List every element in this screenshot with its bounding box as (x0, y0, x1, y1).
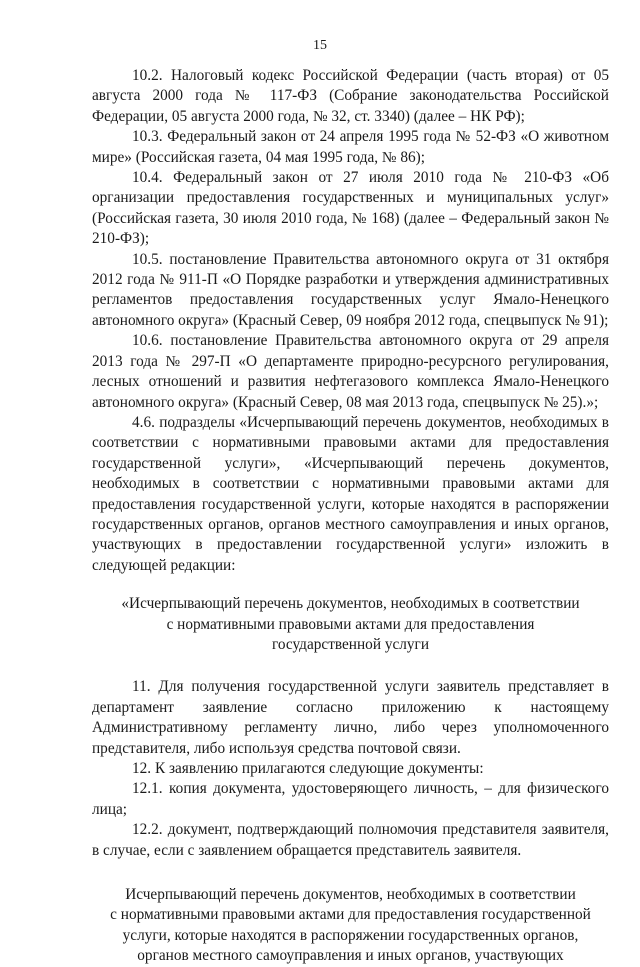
heading-1-line: «Исчерпывающий перечень документов, необходимых в соответствии (121, 595, 580, 613)
heading-1-line: с нормативными правовыми актами для предоставления (166, 615, 535, 633)
paragraph-12-2: 12.2. документ, подтверждающий полномочия представителя заявителя, в случае, если с заявлением обращается представитель заявителя. (92, 821, 609, 859)
heading-2-line: с нормативными правовыми актами для предоставления государственной (110, 906, 591, 924)
paragraph-10-6: 10.6. постановление Правительства автономного округа от 29 апреля 2013 года № 297-П «О департаменте природно-ресурсного регулирования, лесных отношений и развития нефтегазового комплекса Ямало-Ненецкого автономного округа» (Красный Север, 08 мая 2013 года, спецвыпуск № 25).»; (92, 332, 609, 411)
heading-2-line: услуги, которые находятся в распоряжении государственных органов, (122, 926, 579, 944)
paragraph-11: 11. Для получения государственной услуги заявитель представляет в департамент заявление согласно приложению к настоящему Административному регламенту лично, либо через уполномоченного представителя, либо используя средства почтовой связи. (92, 678, 609, 757)
paragraph-10-2: 10.2. Налоговый кодекс Российской Федерации (часть вторая) от 05 августа 2000 года № 117-ФЗ (Собрание законодательства Российской Федерации, 05 августа 2000 года, № 32, ст. 3340) (далее – НК РФ); (92, 67, 609, 125)
section-heading-2 (92, 885, 609, 967)
paragraph-10-3: 10.3. Федеральный закон от 24 апреля 1995 года № 52-ФЗ «О животном мире» (Российская газета, 04 мая 1995 года, № 86); (92, 128, 609, 166)
paragraph-12-1: 12.1. копия документа, удостоверяющего личность, – для физического лица; (92, 780, 609, 818)
document-body (92, 66, 609, 967)
paragraph-10-5: 10.5. постановление Правительства автономного округа от 31 октября 2012 года № 911-П «О Порядке разработки и утверждения административных регламентов предоставления государственных услуг Ямало-Ненецкого автономного округа» (Красный Север, 09 ноября 2012 года, спецвыпуск № 91); (92, 250, 609, 329)
heading-2-line: Исчерпывающий перечень документов, необходимых в соответствии (125, 886, 576, 904)
paragraph-12: 12. К заявлению прилагаются следующие документы: (132, 760, 484, 777)
section-heading-1 (92, 594, 609, 655)
paragraph-10-4: 10.4. Федеральный закон от 27 июля 2010 года № 210-ФЗ «Об организации предоставления государственных и муниципальных услуг» (Российская газета, 30 июля 2010 года, № 168) (далее – Федеральный закон № 210-ФЗ); (92, 169, 609, 248)
heading-2-line: органов местного самоуправления и иных органов, участвующих (137, 947, 564, 965)
heading-1-line: государственной услуги (271, 635, 430, 653)
paragraph-4-6: 4.6. подразделы «Исчерпывающий перечень документов, необходимых в соответствии с нормативными правовыми актами для предоставления государственной услуги», «Исчерпывающий перечень документов, необходимых в соответствии с нормативными правовыми актами для предоставления государственной услуги, которые находятся в распоряжении государственных органов, органов местного самоуправления и иных органов, участвующих в предоставлении государственной услуги» изложить в следующей редакции: (92, 413, 609, 574)
page-number: 15 (313, 38, 327, 53)
